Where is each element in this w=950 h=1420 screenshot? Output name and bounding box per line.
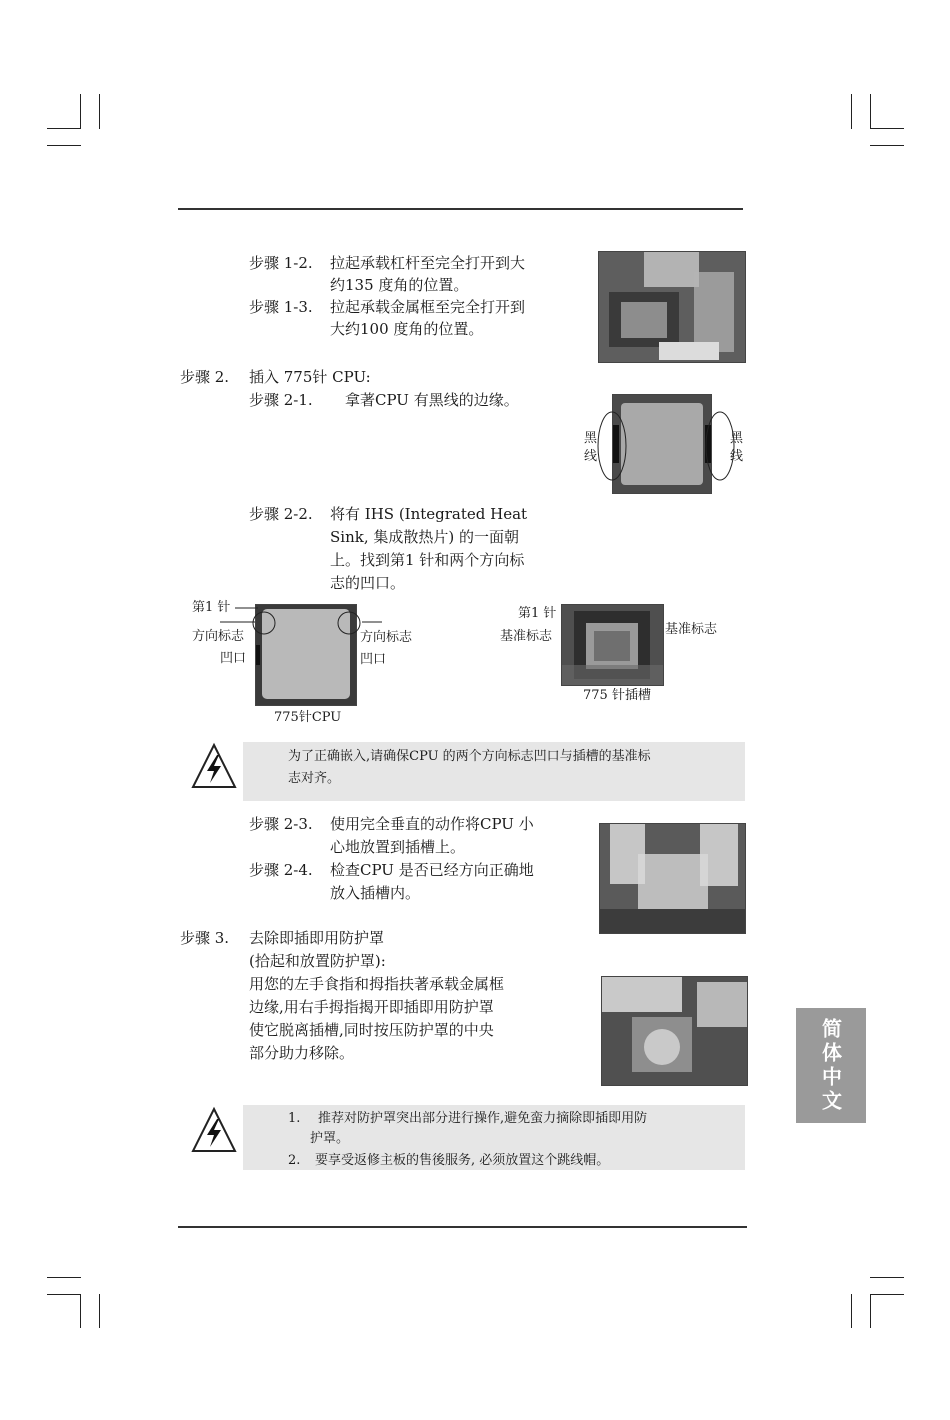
header-rule	[178, 208, 743, 210]
black-line-label-left: 黑线	[584, 431, 598, 464]
step-1-3-line1: 拉起承载金属框至完全打开到	[330, 298, 526, 316]
crop-mark	[80, 1294, 81, 1328]
step-2-4-label: 步骤 2-4.	[249, 861, 313, 879]
socket-lever-photo	[598, 251, 746, 363]
step-1-2-line2: 约135 度角的位置。	[330, 276, 469, 294]
crop-mark	[47, 145, 81, 146]
step-3-line4: 部分助力移除。	[249, 1044, 355, 1062]
crop-mark	[851, 94, 852, 129]
pnp-cap-removal-photo	[601, 976, 748, 1086]
crop-mark	[80, 94, 81, 129]
step-2-3-label: 步骤 2-3.	[249, 815, 313, 833]
socket-pin1-label: 第1 针	[518, 606, 557, 621]
warning-triangle-icon	[190, 742, 238, 790]
crop-mark	[870, 145, 904, 146]
step-2-3-line2: 心地放置到插槽上。	[330, 838, 466, 856]
crop-mark	[870, 94, 871, 129]
step-2-2-line3: 上。找到第1 针和两个方向标	[330, 551, 525, 569]
black-line-callouts	[596, 398, 746, 488]
step-2-4-line1: 检查CPU 是否已经方向正确地	[330, 861, 534, 879]
socket-775-photo	[561, 604, 664, 686]
step-1-3-line2: 大约100 度角的位置。	[330, 320, 484, 338]
cpu-notch-right-label2: 凹口	[360, 652, 387, 667]
crop-mark	[851, 1294, 852, 1328]
step-1-3-label: 步骤 1-3.	[249, 298, 313, 316]
crop-mark	[99, 1294, 100, 1328]
warning-triangle-icon	[190, 1106, 238, 1154]
cpu-notch-right-label: 方向标志	[360, 630, 413, 645]
note1-line1: 为了正确嵌入,请确保CPU 的两个方向标志凹口与插槽的基准标	[288, 749, 651, 764]
step-2-text: 插入 775针 CPU:	[249, 368, 371, 386]
cpu-insert-photo	[599, 823, 746, 934]
step-2-label: 步骤 2.	[180, 368, 230, 386]
step-2-1-label: 步骤 2-1.	[249, 391, 313, 409]
note2-item1-line2: 护罩。	[310, 1131, 350, 1146]
step-2-2-line1: 将有 IHS (Integrated Heat	[330, 505, 528, 523]
step-3-title: 去除即插即用防护罩	[249, 929, 385, 947]
note2-item1-line1: 推荐对防护罩突出部分进行操作,避免蛮力摘除即插即用防	[318, 1111, 648, 1126]
crop-mark	[870, 128, 904, 129]
step-3-label: 步骤 3.	[180, 929, 230, 947]
note1-line2: 志对齐。	[288, 771, 341, 786]
step-2-2-label: 步骤 2-2.	[249, 505, 313, 523]
cpu-caption: 775针CPU	[274, 710, 342, 725]
cpu-pin1-label: 第1 针	[192, 600, 231, 615]
step-3-sub: (拾起和放置防护罩):	[249, 952, 386, 970]
step-2-1-text: 拿著CPU 有黑线的边缘。	[345, 391, 519, 409]
step-1-2-line1: 拉起承载杠杆至完全打开到大	[330, 254, 526, 272]
socket-key-right-label: 基准标志	[665, 622, 718, 637]
language-side-tab-label: 简体中文	[818, 1017, 843, 1114]
step-1-2-label: 步骤 1-2.	[249, 254, 313, 272]
cpu-notch-left-label2: 凹口	[220, 651, 247, 666]
socket-key-left-label: 基准标志	[500, 629, 553, 644]
black-line-label-right: 黑线	[730, 431, 744, 464]
note2-item1-num: 1.	[288, 1111, 301, 1126]
cpu-notch-callouts	[220, 598, 400, 658]
step-3-line2: 边缘,用右手拇指揭开即插即用防护罩	[249, 998, 494, 1016]
socket-caption: 775 针插槽	[583, 688, 651, 703]
note2-item2-num: 2.	[288, 1153, 301, 1168]
crop-mark	[47, 1294, 81, 1295]
note2-item2-text: 要享受返修主板的售後服务, 必须放置这个跳线帽。	[315, 1153, 610, 1168]
crop-mark	[870, 1277, 904, 1278]
step-3-line1: 用您的左手食指和拇指扶著承载金属框	[249, 975, 505, 993]
footer-rule	[178, 1226, 747, 1228]
step-2-2-line2: Sink, 集成散热片) 的一面朝	[330, 528, 519, 546]
crop-mark	[47, 128, 81, 129]
step-2-3-line1: 使用完全垂直的动作将CPU 小	[330, 815, 534, 833]
crop-mark	[870, 1294, 871, 1328]
crop-mark	[47, 1277, 81, 1278]
crop-mark	[99, 94, 100, 129]
crop-mark	[870, 1294, 904, 1295]
cpu-notch-left-label: 方向标志	[192, 629, 245, 644]
step-2-2-line4: 志的凹口。	[330, 574, 406, 592]
step-3-line3: 使它脱离插槽,同时按压防护罩的中央	[249, 1021, 494, 1039]
language-side-tab	[796, 1008, 866, 1123]
step-2-4-line2: 放入插槽内。	[330, 884, 421, 902]
